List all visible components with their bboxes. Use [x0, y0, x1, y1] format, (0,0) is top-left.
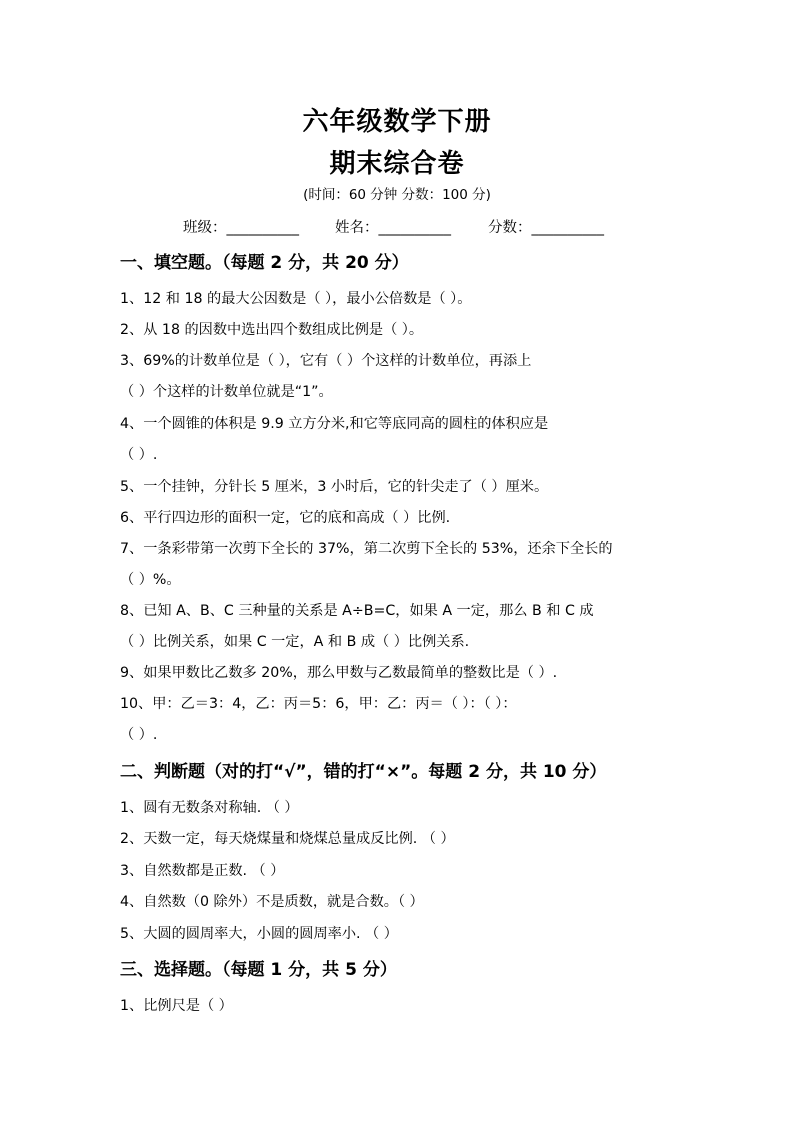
question-line: （ ）.	[120, 727, 158, 743]
question-line: 3、69%的计数单位是（ ），它有（ ）个这样的计数单位，再添上	[120, 353, 532, 369]
exam-time-score: (时间：60 分钟 分数：100 分)	[303, 187, 491, 203]
section-heading-true-false: 二、判断题（对的打“√”，错的打“×”。每题 2 分，共 10 分）	[120, 762, 607, 782]
question-line: 1、比例尺是（ ）	[120, 998, 233, 1014]
question-line: 1、12 和 18 的最大公因数是（ ），最小公倍数是（ ）。	[120, 291, 472, 307]
section-heading-fill-blank: 一、填空题。（每题 2 分，共 20 分）	[120, 253, 409, 273]
question-line: （ ）%。	[120, 572, 181, 588]
question-line: 2、从 18 的因数中选出四个数组成比例是（ ）。	[120, 322, 424, 338]
name-field: 姓名：__________	[335, 220, 451, 236]
question-line: 4、一个圆锥的体积是 9.9 立方分米,和它等底同高的圆柱的体积应是	[120, 416, 549, 432]
exam-title-line1: 六年级数学下册	[302, 107, 492, 137]
question-line: 2、天数一定，每天烧煤量和烧煤总量成反比例. （ ）	[120, 831, 455, 847]
question-line: 4、自然数（0 除外）不是质数，就是合数。（ ）	[120, 894, 424, 910]
question-line: 6、平行四边形的面积一定，它的底和高成（ ）比例.	[120, 510, 451, 526]
question-line: （ ）比例关系，如果 C 一定，A 和 B 成（ ）比例关系.	[120, 634, 470, 650]
question-line: 7、一条彩带第一次剪下全长的 37%，第二次剪下全长的 53%，还余下全长的	[120, 541, 613, 557]
question-line: （ ）.	[120, 447, 158, 463]
question-line: 10、甲：乙＝3：4，乙：丙＝5：6，甲：乙：丙＝（ ）：（ ）：	[120, 696, 517, 712]
question-line: 5、大圆的圆周率大，小圆的圆周率小. （ ）	[120, 926, 398, 942]
question-line: 9、如果甲数比乙数多 20%，那么甲数与乙数最简单的整数比是（ ）.	[120, 665, 558, 681]
exam-title-line2: 期末综合卷	[329, 149, 465, 179]
question-line: （ ）个这样的计数单位就是“1”。	[120, 384, 333, 400]
score-field: 分数：__________	[488, 220, 604, 236]
question-line: 8、已知 A、B、C 三种量的关系是 A÷B=C，如果 A 一定，那么 B 和 C 成	[120, 603, 594, 619]
question-line: 5、一个挂钟，分针长 5 厘米，3 小时后，它的针尖走了（ ）厘米。	[120, 479, 549, 495]
class-field: 班级：__________	[183, 220, 299, 236]
question-line: 1、圆有无数条对称轴. （ ）	[120, 800, 299, 816]
section-heading-multiple-choice: 三、选择题。（每题 1 分，共 5 分）	[120, 960, 397, 980]
question-line: 3、自然数都是正数. （ ）	[120, 863, 285, 879]
